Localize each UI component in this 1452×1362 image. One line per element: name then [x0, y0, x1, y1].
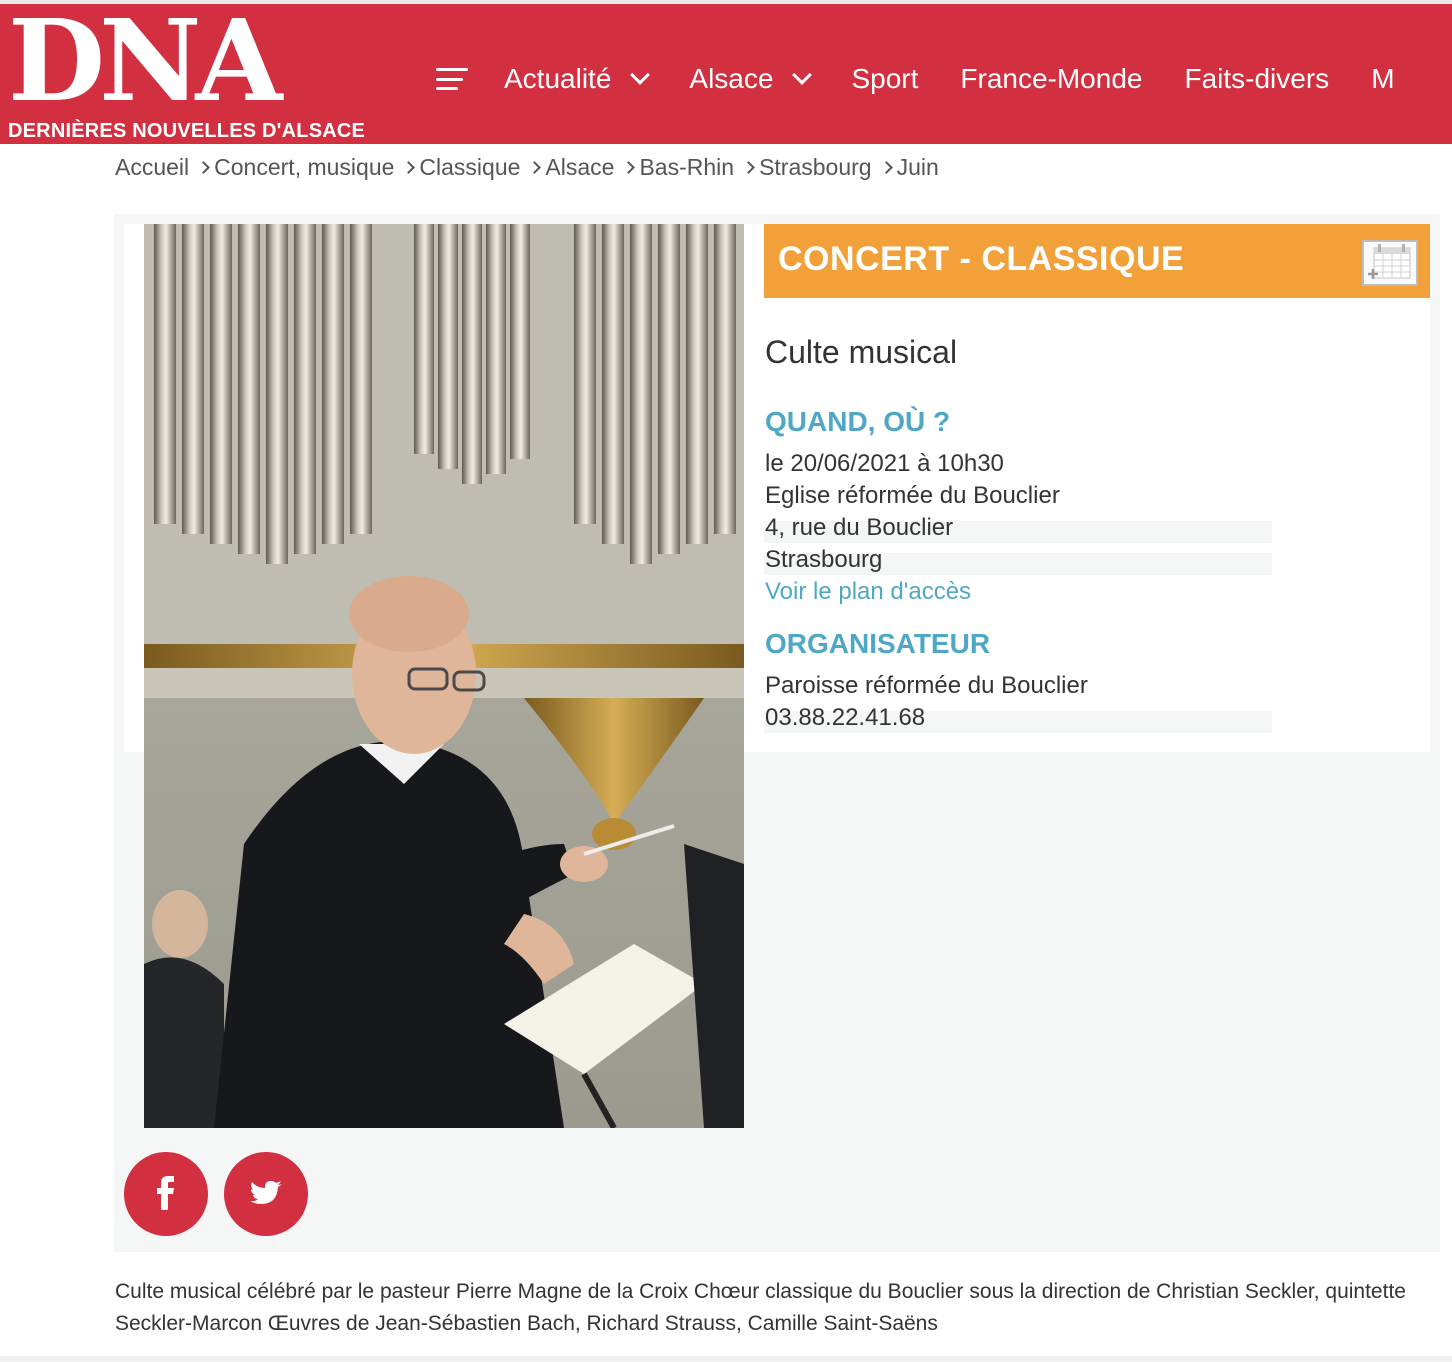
breadcrumb-juin[interactable]: Juin	[896, 154, 939, 180]
nav-item-more[interactable]	[1371, 63, 1394, 95]
facebook-icon	[124, 1152, 208, 1236]
nav-item-sport[interactable]	[851, 63, 918, 95]
category-bar	[764, 224, 1430, 298]
nav-item-actualite[interactable]	[504, 63, 647, 95]
nav-item-label: M	[1371, 63, 1395, 94]
nav-item-label: Faits-divers	[1184, 63, 1330, 94]
event-city: Strasbourg	[765, 546, 883, 573]
twitter-share-button[interactable]	[224, 1152, 308, 1236]
event-date: le 20/06/2021 à 10h30	[765, 450, 1004, 477]
organizer-phone: 03.88.22.41.68	[765, 704, 926, 731]
organizer-heading: ORGANISATEUR	[765, 628, 991, 659]
event-description: Culte musical célébré par le pasteur Pierre Magne de la Croix Chœur classique du Bouclier sous la direction de Christian Seckler, quintette Seckler-Marcon Œuvres de Jean-Sébastien Bach, Richard Strauss, Camille Saint-Saëns	[115, 1280, 1406, 1335]
event-photo	[144, 224, 744, 1128]
event-title: Culte musical	[765, 334, 958, 370]
when-where-heading: QUAND, OÙ ?	[765, 406, 951, 437]
divider	[0, 1356, 1452, 1362]
chevron-right-icon	[529, 161, 542, 174]
main-nav	[436, 54, 1437, 104]
chevron-right-icon	[623, 161, 636, 174]
dna-logo[interactable]	[8, 0, 366, 144]
nav-item-label: France-Monde	[960, 63, 1143, 94]
event-category: CONCERT - CLASSIQUE	[778, 240, 1185, 278]
logo-subtitle: DERNIÈRES NOUVELLES D'ALSACE	[8, 120, 366, 142]
breadcrumb-alsace[interactable]: Alsace	[545, 154, 615, 180]
chevron-right-icon	[880, 161, 893, 174]
organizer-name: Paroisse réformée du Bouclier	[765, 672, 1088, 699]
breadcrumb-classique[interactable]: Classique	[419, 154, 521, 180]
add-to-calendar-icon[interactable]	[1362, 240, 1418, 286]
chevron-down-icon	[793, 65, 813, 85]
nav-item-label: Sport	[851, 63, 919, 94]
nav-item-label: Alsace	[689, 63, 774, 94]
hamburger-menu-icon[interactable]	[436, 68, 468, 90]
chevron-right-icon	[403, 161, 416, 174]
nav-item-alsace[interactable]	[689, 63, 809, 95]
breadcrumb-concert-musique[interactable]: Concert, musique	[214, 154, 395, 180]
event-address: 4, rue du Bouclier	[765, 514, 954, 541]
map-link[interactable]: Voir le plan d'accès	[765, 578, 972, 605]
breadcrumb-strasbourg[interactable]: Strasbourg	[759, 154, 872, 180]
nav-item-france-monde[interactable]	[960, 63, 1142, 95]
nav-item-faits-divers[interactable]	[1184, 63, 1329, 95]
breadcrumb-bas-rhin[interactable]: Bas-Rhin	[639, 154, 735, 180]
chevron-right-icon	[197, 161, 210, 174]
breadcrumb-accueil[interactable]: Accueil	[115, 154, 190, 180]
breadcrumb	[115, 154, 939, 181]
twitter-icon	[224, 1152, 308, 1236]
chevron-down-icon	[631, 65, 651, 85]
facebook-share-button[interactable]	[124, 1152, 208, 1236]
event-venue: Eglise réformée du Bouclier	[765, 482, 1060, 509]
chevron-right-icon	[742, 161, 755, 174]
logo-mark: DNA	[8, 0, 277, 127]
site-header	[0, 0, 1452, 144]
nav-item-label: Actualité	[504, 63, 612, 94]
